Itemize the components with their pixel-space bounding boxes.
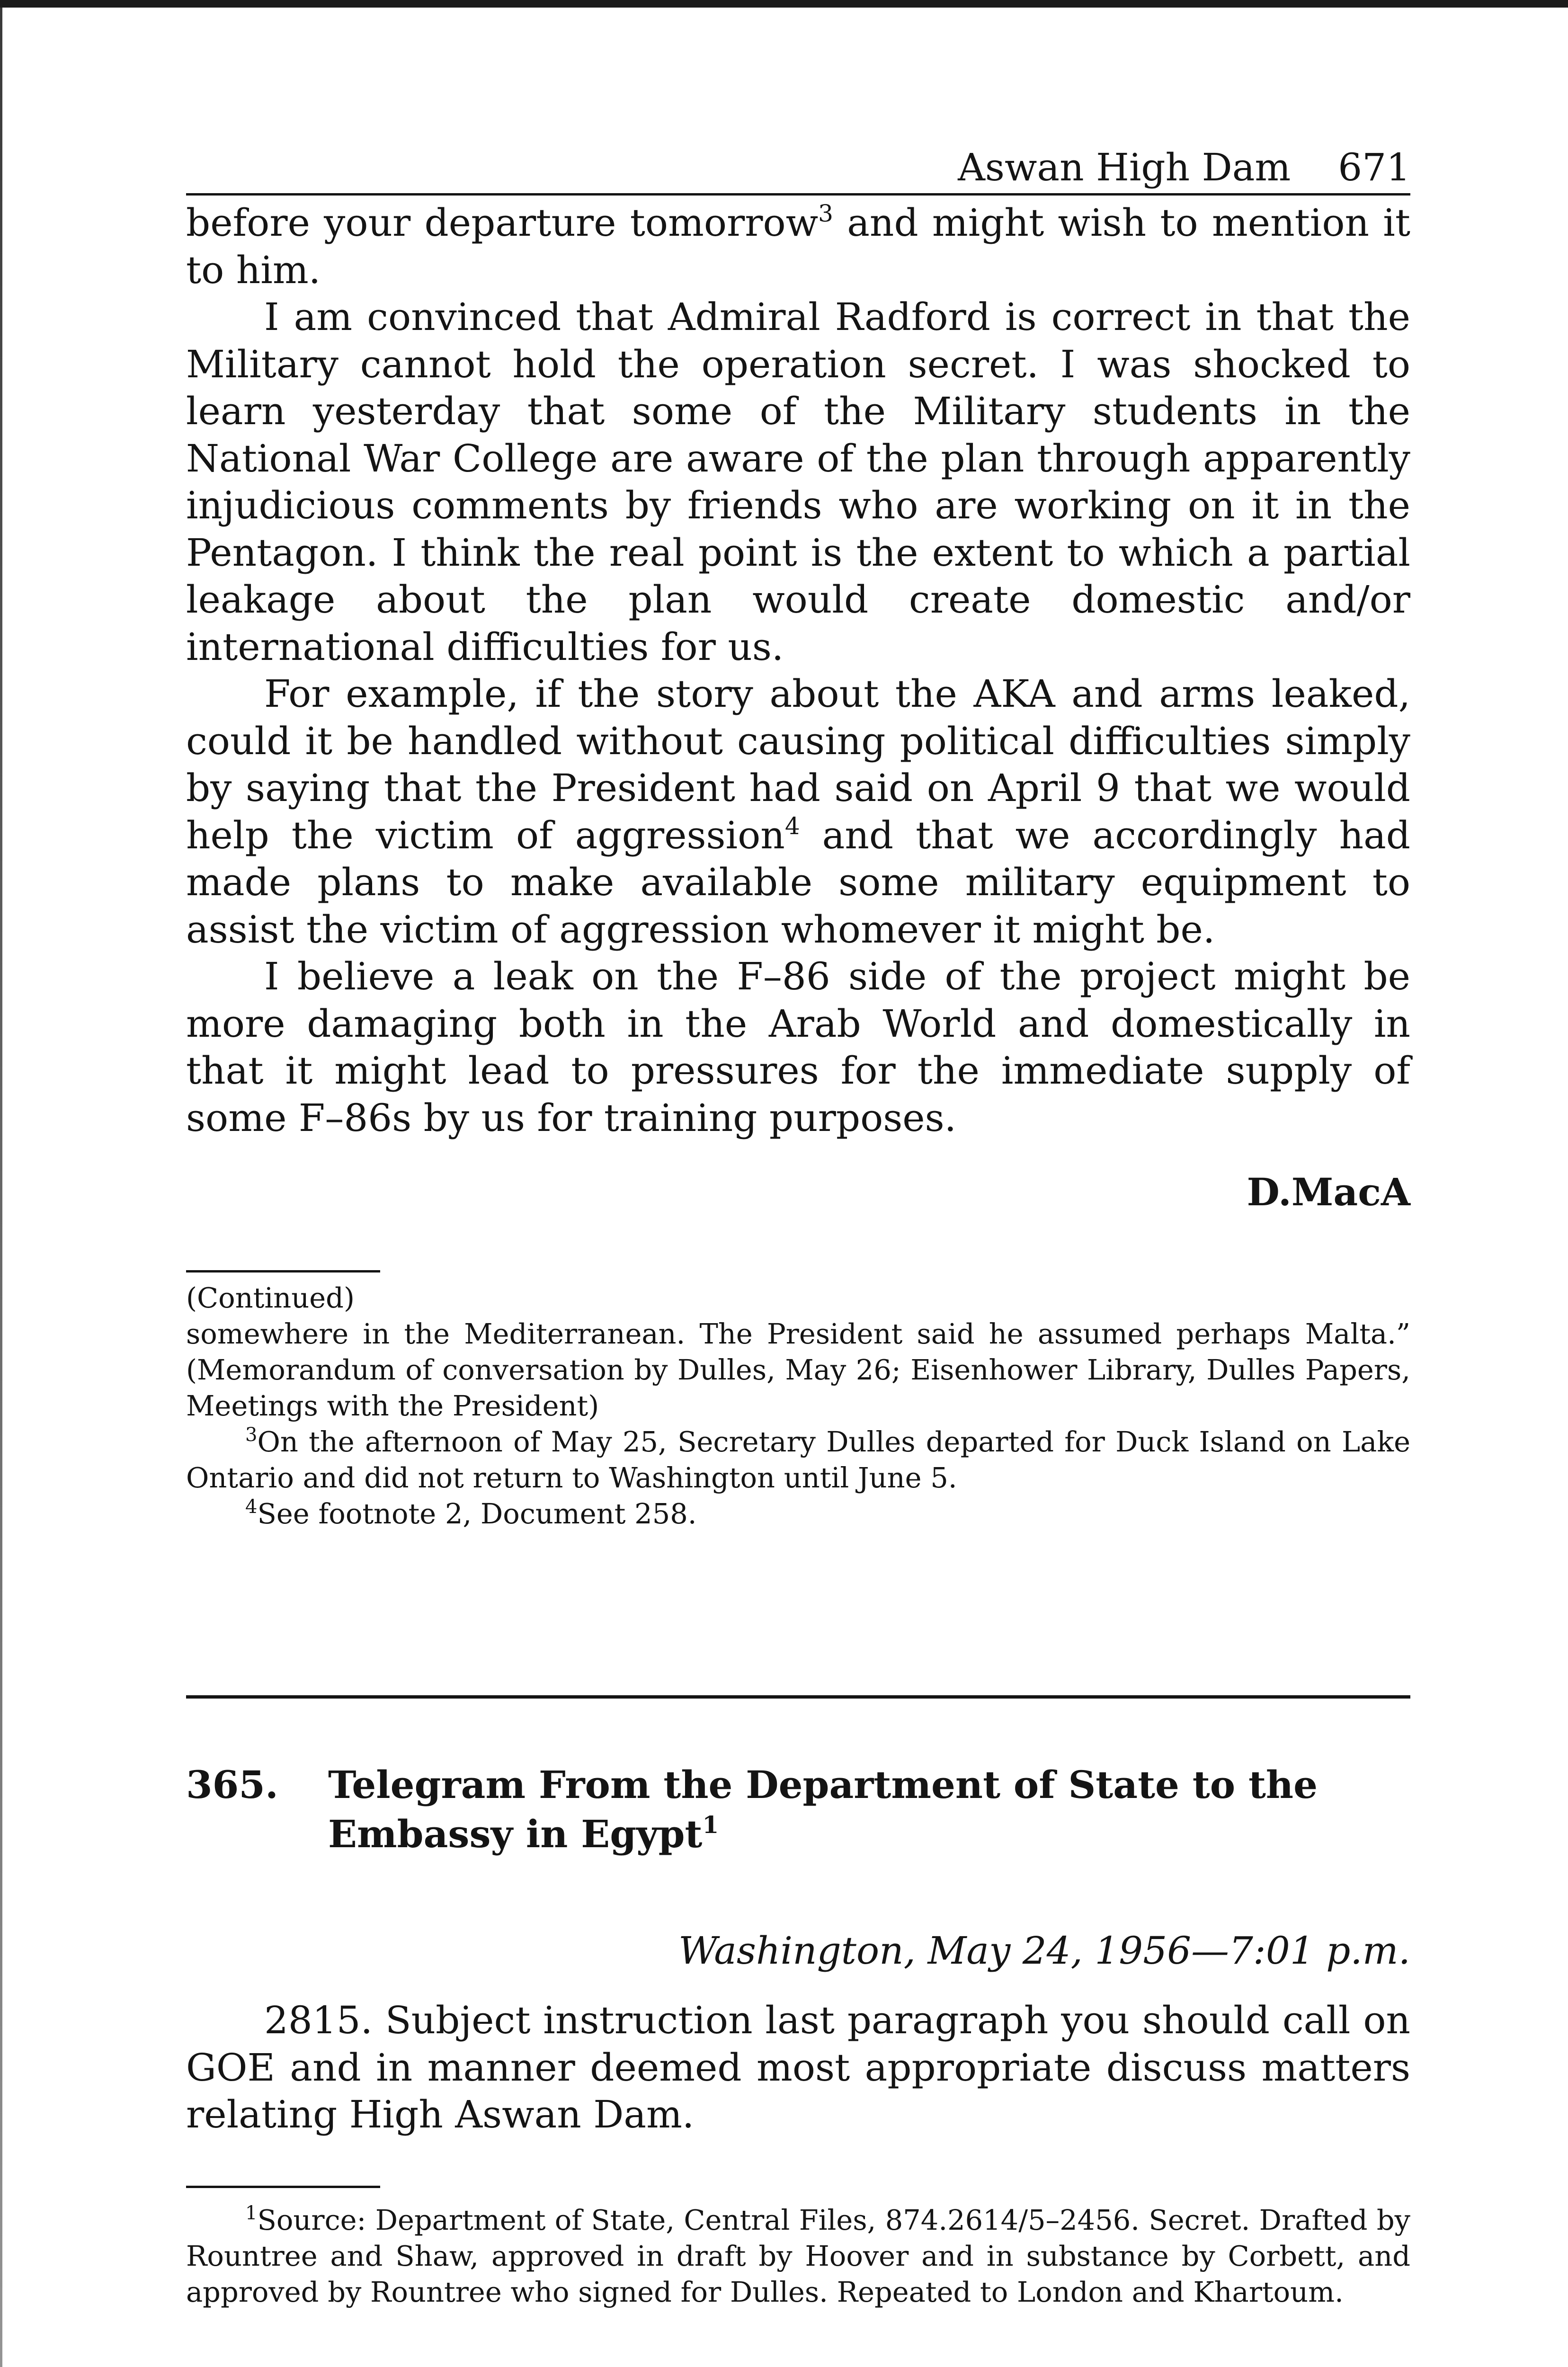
footnote-1 bbox=[186, 2202, 1410, 2310]
footnote-rule bbox=[186, 2186, 380, 2188]
paragraph-text: before your departure tomorrow bbox=[186, 201, 819, 245]
dateline: Washington, May 24, 1956—7:01 p.m. bbox=[678, 1929, 1410, 1973]
footnote-ref-3[interactable]: 3 bbox=[818, 200, 833, 227]
document-title-text: Telegram From the Department of State to the Embassy in Egypt bbox=[328, 1762, 1318, 1856]
paragraph-text-tail: and that we accordingly had made plans to make available some military equipment to assist the victim of aggression whomever it might be. bbox=[186, 813, 1410, 952]
signature: D.MacA bbox=[1247, 1170, 1410, 1214]
footnote-continued-text: somewhere in the Mediterranean. The President said he assumed perhaps Malta.” (Memorandum of conversation by Dulles, May 26; Eisenhower Library, Dulles Papers, Meetings with the President) bbox=[186, 1317, 1410, 1422]
footnote-continued-label: (Continued) bbox=[186, 1281, 355, 1314]
footnote-ref-1[interactable]: 1 bbox=[702, 1811, 719, 1839]
footnote-3 bbox=[186, 1424, 1410, 1496]
paragraph-text-tail: and might wish to mention it to him. bbox=[186, 201, 1410, 292]
paragraph-text: For example, if the story about the AKA and arms leaked, could it be handled without causing political difficulties simply by saying that the President had said on April 9 that we would help the victim of aggression bbox=[186, 672, 1410, 857]
running-head-title: Aswan High Dam bbox=[958, 145, 1291, 189]
running-head bbox=[186, 142, 1410, 193]
footnote-number: 4 bbox=[245, 1496, 258, 1518]
page-number: 671 bbox=[1338, 145, 1410, 189]
document-heading bbox=[186, 1760, 1410, 1859]
footnote-4 bbox=[186, 1496, 1410, 1532]
footnote-ref-4[interactable]: 4 bbox=[784, 812, 800, 840]
letter-body bbox=[186, 199, 1410, 1141]
footnote-text: See footnote 2, Document 258. bbox=[257, 1497, 697, 1530]
page bbox=[186, 142, 1410, 2310]
paragraph-radford: I am convinced that Admiral Radford is correct in that the Military cannot hold the operation secret. I was shocked to learn yesterday that some of the Military students in the National War College are aware of the plan through apparently injudicious comments by friends who are working on it in the Pentagon. I think the real point is the extent to which a partial leakage about the plan would create domestic and/or international difficulties for us. bbox=[186, 295, 1410, 669]
footnote-rule bbox=[186, 1270, 380, 1272]
section-divider bbox=[186, 1695, 1410, 1699]
footnote-text: Source: Department of State, Central Files, 874.2614/5–2456. Secret. Drafted by Rountree and Shaw, approved in draft by Hoover and in substance by Corbett, and approved by Rountree who signed for Dulles. Repeated to London and Khartoum. bbox=[186, 2203, 1410, 2308]
paragraph-f86: I believe a leak on the F–86 side of the project might be more damaging both in the Arab World and domestically in that it might lead to pressures for the immediate supply of some F–86s by us for training purposes. bbox=[186, 954, 1410, 1140]
telegram-body bbox=[186, 1997, 1410, 2138]
scan-top-edge bbox=[0, 0, 1568, 8]
footnote-number: 3 bbox=[245, 1424, 258, 1446]
telegram-paragraph: 2815. Subject instruction last paragraph you should call on GOE and in manner deemed most appropriate discuss matters relating High Aswan Dam. bbox=[186, 1998, 1410, 2136]
footnote-text: On the afternoon of May 25, Secretary Dulles departed for Duck Island on Lake Ontario and did not return to Washington until June 5. bbox=[186, 1425, 1410, 1494]
scan-left-edge bbox=[0, 8, 2, 2367]
paragraph-continuation bbox=[186, 199, 1410, 294]
footnote-number: 1 bbox=[245, 2202, 258, 2224]
document-number: 365. bbox=[186, 1762, 278, 1807]
document-title bbox=[328, 1760, 1410, 1859]
footnotes-block bbox=[186, 1280, 1410, 1532]
paragraph-aka-arms bbox=[186, 670, 1410, 953]
header-rule bbox=[186, 193, 1410, 196]
footnotes-block bbox=[186, 2202, 1410, 2310]
